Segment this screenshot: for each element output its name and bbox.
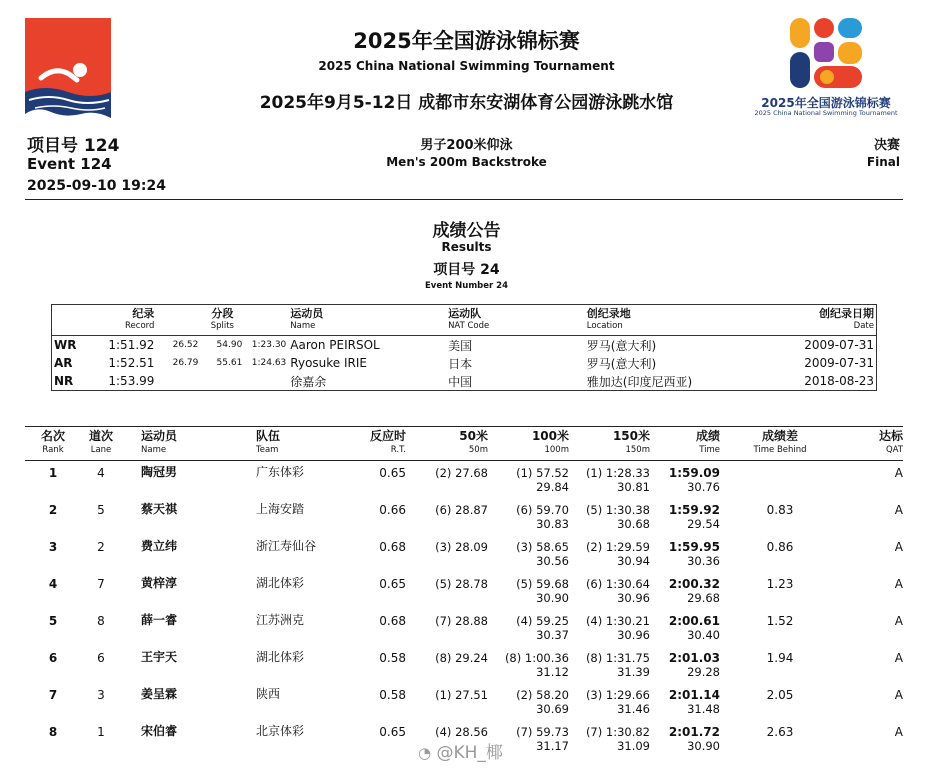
empty-cell (25, 554, 81, 572)
header-team: 队伍 Team (241, 427, 346, 461)
result-lap-row (25, 591, 903, 609)
lap-split: 31.17 (536, 739, 569, 753)
venue-line: 2025年9月5-12日 成都市东安湖体育公园游泳跳水馆 (259, 93, 674, 113)
empty-cell (121, 628, 241, 646)
record-team: 中国 (448, 374, 473, 389)
header-behind: 成绩差 Time Behind (720, 427, 840, 461)
qat-cell: A (894, 577, 903, 591)
empty-cell (406, 517, 488, 535)
event-number-en: Event 124 (27, 155, 112, 173)
event-name-en: Men's 200m Backstroke (386, 155, 547, 169)
empty-cell (241, 739, 346, 757)
team-name: 上海安踏 (256, 502, 305, 516)
records-header-splits: 分段 Splits (200, 305, 244, 336)
records-header-team: 运动队 NAT Code (446, 305, 585, 336)
lap-split: 29.84 (536, 480, 569, 494)
empty-cell (720, 628, 840, 646)
empty-cell (241, 665, 346, 683)
watermark (418, 738, 503, 763)
team-name: 北京体彩 (256, 724, 305, 738)
record-row (52, 354, 877, 372)
final-time: 1:59.95 (668, 540, 720, 554)
qat-cell: A (894, 688, 903, 702)
time-behind: 1.94 (766, 651, 794, 665)
results-header-row (25, 427, 903, 461)
athlete-name: 陶冠男 (141, 465, 178, 479)
lap-split: 29.28 (687, 665, 720, 679)
lane-cell: 8 (97, 614, 105, 628)
split-150m: (2) 1:29.59 (585, 540, 650, 554)
result-row (25, 720, 903, 739)
records-header-row (52, 305, 877, 336)
split-50m: (6) 28.87 (435, 503, 488, 517)
result-row (25, 609, 903, 628)
record-row (52, 336, 877, 355)
empty-cell (720, 739, 840, 757)
final-time: 1:59.09 (668, 466, 720, 480)
empty-cell (121, 665, 241, 683)
split-150m: (7) 1:30.82 (585, 725, 650, 739)
event-datetime: 2025-09-10 19:24 (27, 178, 166, 194)
results-table (25, 426, 903, 757)
record-code: WR (54, 338, 77, 352)
empty-cell (25, 628, 81, 646)
empty-cell (840, 591, 903, 609)
lane-cell: 1 (97, 725, 105, 739)
record-location: 罗马(意大利) (586, 338, 657, 353)
lap-split: 30.81 (617, 480, 650, 494)
time-behind: 1.52 (766, 614, 794, 628)
qat-cell: A (894, 725, 903, 739)
record-split (156, 372, 200, 391)
empty-cell (241, 702, 346, 720)
empty-cell (81, 591, 121, 609)
lap-split: 30.96 (617, 591, 650, 605)
record-date: 2018-08-23 (804, 374, 874, 388)
split-150m: (6) 1:30.64 (585, 577, 650, 591)
empty-cell (406, 554, 488, 572)
page-title: 2025年全国游泳锦标赛 (353, 29, 580, 53)
result-row (25, 572, 903, 591)
final-time: 2:00.32 (668, 577, 720, 591)
swimming-logo-icon (25, 18, 111, 118)
split-50m: (2) 27.68 (435, 466, 488, 480)
record-time: 1:52.51 (108, 356, 155, 370)
final-time: 2:01.03 (668, 651, 720, 665)
lap-split: 30.90 (536, 591, 569, 605)
lap-split: 30.94 (617, 554, 650, 568)
empty-cell (25, 739, 81, 757)
split-100m: (1) 57.52 (516, 466, 569, 480)
result-row (25, 498, 903, 517)
empty-cell (121, 480, 241, 498)
final-time: 2:01.72 (668, 725, 720, 739)
empty-cell (81, 517, 121, 535)
records-header-record: 纪录 Record (101, 305, 156, 336)
reaction-time: 0.66 (379, 503, 406, 517)
result-lap-row (25, 517, 903, 535)
final-time: 2:00.61 (668, 614, 720, 628)
time-behind: 2.05 (766, 688, 794, 702)
qat-cell: A (894, 503, 903, 517)
lap-split: 30.36 (687, 554, 720, 568)
header-lane: 道次 Lane (81, 427, 121, 461)
empty-cell (81, 665, 121, 683)
empty-cell (406, 665, 488, 683)
lane-cell: 5 (97, 503, 105, 517)
results-body (25, 461, 903, 758)
lap-split: 30.83 (536, 517, 569, 531)
records-header-date: 创纪录日期 Date (745, 305, 877, 336)
empty-cell (241, 480, 346, 498)
record-date: 2009-07-31 (804, 338, 874, 352)
split-150m: (3) 1:29.66 (585, 688, 650, 702)
empty-cell (25, 517, 81, 535)
empty-cell (121, 591, 241, 609)
empty-cell (81, 702, 121, 720)
time-behind (720, 461, 840, 481)
empty-cell (121, 517, 241, 535)
lane-cell: 2 (97, 540, 105, 554)
lane-cell: 7 (97, 577, 105, 591)
record-holder: 徐嘉余 (290, 374, 327, 389)
split-150m: (4) 1:30.21 (585, 614, 650, 628)
split-100m: (5) 59.68 (516, 577, 569, 591)
lap-split: 30.69 (536, 702, 569, 716)
empty-cell (121, 554, 241, 572)
reaction-time: 0.65 (379, 725, 406, 739)
empty-cell (25, 665, 81, 683)
result-row (25, 646, 903, 665)
result-row (25, 535, 903, 554)
time-behind: 1.23 (766, 577, 794, 591)
split-100m: (4) 59.25 (516, 614, 569, 628)
empty-cell (720, 517, 840, 535)
empty-cell (241, 628, 346, 646)
reaction-time: 0.65 (379, 466, 406, 480)
athlete-name: 王宇天 (141, 650, 178, 664)
empty-cell (241, 591, 346, 609)
record-split: 1:24.63 (251, 358, 287, 368)
record-date: 2009-07-31 (804, 356, 874, 370)
empty-cell (406, 591, 488, 609)
rank-cell: 6 (48, 651, 58, 665)
reaction-time: 0.58 (379, 688, 406, 702)
empty-cell (25, 702, 81, 720)
empty-cell (81, 628, 121, 646)
reaction-time: 0.68 (379, 614, 406, 628)
event-phase-en: Final (866, 155, 900, 169)
lap-split: 31.48 (687, 702, 720, 716)
header-qat: 达标 QAT (840, 427, 903, 461)
rank-cell: 1 (48, 466, 58, 480)
record-time: 1:51.92 (108, 338, 155, 352)
athlete-name: 姜呈霖 (141, 687, 178, 701)
team-name: 广东体彩 (256, 465, 305, 479)
records-header-location: 创纪录地 Location (585, 305, 745, 336)
lap-split: 30.96 (617, 628, 650, 642)
split-150m: (8) 1:31.75 (585, 651, 650, 665)
final-time: 1:59.92 (668, 503, 720, 517)
lap-split: 30.56 (536, 554, 569, 568)
rank-cell: 5 (48, 614, 58, 628)
empty-cell (406, 702, 488, 720)
qat-cell: A (894, 614, 903, 628)
rank-cell: 8 (48, 725, 58, 739)
lap-split: 30.40 (687, 628, 720, 642)
empty-cell (720, 480, 840, 498)
empty-cell (346, 554, 406, 572)
athlete-name: 费立纬 (141, 539, 178, 553)
result-lap-row (25, 665, 903, 683)
empty-cell (241, 554, 346, 572)
rank-cell: 4 (48, 577, 58, 591)
result-lap-row (25, 554, 903, 572)
weibo-icon: ◔ (418, 744, 432, 762)
record-holder: Ryosuke IRIE (290, 356, 367, 370)
empty-cell (81, 739, 121, 757)
split-50m: (7) 28.88 (435, 614, 488, 628)
empty-cell (346, 702, 406, 720)
reaction-time: 0.68 (379, 540, 406, 554)
divider (25, 199, 903, 200)
event-phase-cn: 决赛 (873, 138, 900, 153)
tournament-logo-icon (786, 14, 866, 92)
lap-split: 31.09 (617, 739, 650, 753)
record-row (52, 372, 877, 391)
qat-cell: A (894, 540, 903, 554)
record-split: 26.52 (172, 340, 199, 350)
rank-cell: 3 (48, 540, 58, 554)
result-row (25, 461, 903, 481)
empty-cell (25, 591, 81, 609)
record-team: 美国 (448, 338, 473, 353)
record-team: 日本 (448, 356, 473, 371)
record-code: NR (54, 374, 74, 388)
empty-cell (81, 554, 121, 572)
athlete-name: 黄梓淳 (141, 576, 178, 590)
empty-cell (121, 702, 241, 720)
rank-cell: 2 (48, 503, 58, 517)
qat-cell: A (894, 651, 903, 665)
results-title: 成绩公告 (432, 221, 501, 241)
results-event-number-en: Event Number 24 (424, 281, 509, 291)
team-name: 湖北体彩 (256, 576, 305, 590)
empty-cell (241, 517, 346, 535)
record-code: AR (54, 356, 73, 370)
empty-cell (25, 480, 81, 498)
split-150m: (1) 1:28.33 (585, 466, 650, 480)
record-holder: Aaron PEIRSOL (290, 338, 380, 352)
split-50m: (3) 28.09 (435, 540, 488, 554)
lap-split: 30.90 (687, 739, 720, 753)
record-split (244, 372, 288, 391)
empty-cell (840, 517, 903, 535)
final-time: 2:01.14 (668, 688, 720, 702)
empty-cell (346, 739, 406, 757)
record-split (200, 372, 244, 391)
team-name: 陕西 (256, 687, 281, 701)
results-subtitle: Results (441, 240, 492, 254)
reaction-time: 0.58 (379, 651, 406, 665)
empty-cell (346, 480, 406, 498)
page-subtitle: 2025 China National Swimming Tournament (318, 59, 615, 73)
empty-cell (840, 739, 903, 757)
reaction-time: 0.65 (379, 577, 406, 591)
empty-cell (840, 480, 903, 498)
header-rank: 名次 Rank (25, 427, 81, 461)
time-behind: 0.83 (766, 503, 794, 517)
record-split: 1:23.30 (251, 340, 287, 350)
header-50m: 50米 50m (406, 427, 488, 461)
header-time: 成绩 Time (650, 427, 720, 461)
split-50m: (5) 28.78 (435, 577, 488, 591)
empty-cell (840, 702, 903, 720)
record-split: 55.61 (216, 358, 243, 368)
event-number-cn: 项目号 124 (27, 136, 120, 156)
split-100m: (6) 59.70 (516, 503, 569, 517)
logo-caption-en: 2025 China National Swimming Tournament (754, 109, 898, 117)
time-behind: 2.63 (766, 725, 794, 739)
lap-split: 30.37 (536, 628, 569, 642)
record-location: 罗马(意大利) (586, 356, 657, 371)
logo-caption: 2025年全国游泳锦标赛 (761, 96, 891, 110)
split-100m: (3) 58.65 (516, 540, 569, 554)
time-behind: 0.86 (766, 540, 794, 554)
empty-cell (840, 628, 903, 646)
split-100m: (2) 58.20 (516, 688, 569, 702)
qat-cell: A (894, 466, 903, 480)
athlete-name: 宋伯睿 (141, 724, 178, 738)
lap-split: 30.68 (617, 517, 650, 531)
lap-split: 30.76 (687, 480, 720, 494)
empty-cell (840, 554, 903, 572)
records-header-name: 运动员 Name (288, 305, 446, 336)
rank-cell: 7 (48, 688, 58, 702)
lap-split: 29.68 (687, 591, 720, 605)
record-split: 54.90 (216, 340, 243, 350)
team-name: 江苏洲克 (256, 613, 305, 627)
team-name: 浙江寿仙谷 (256, 539, 317, 553)
empty-cell (720, 554, 840, 572)
lane-cell: 3 (97, 688, 105, 702)
empty-cell (346, 517, 406, 535)
empty-cell (406, 480, 488, 498)
empty-cell (840, 665, 903, 683)
result-lap-row (25, 480, 903, 498)
header-150m: 150米 150m (569, 427, 650, 461)
watermark-text: @KH_椰 (436, 743, 503, 763)
result-lap-row (25, 628, 903, 646)
empty-cell (346, 665, 406, 683)
record-split: 26.79 (172, 358, 199, 368)
record-location: 雅加达(印度尼西亚) (586, 374, 693, 389)
record-time: 1:53.99 (108, 374, 155, 388)
team-name: 湖北体彩 (256, 650, 305, 664)
split-100m: (7) 59.73 (516, 725, 569, 739)
split-150m: (5) 1:30.38 (585, 503, 650, 517)
event-name-cn: 男子200米仰泳 (420, 138, 513, 153)
lap-split: 31.12 (536, 665, 569, 679)
results-event-number: 项目号 24 (433, 262, 500, 278)
result-lap-row (25, 702, 903, 720)
result-row (25, 683, 903, 702)
athlete-name: 蔡天祺 (141, 502, 178, 516)
records-table (51, 304, 877, 391)
lap-split: 29.54 (687, 517, 720, 531)
lap-split: 31.39 (617, 665, 650, 679)
header-name: 运动员 Name (121, 427, 241, 461)
empty-cell (81, 480, 121, 498)
empty-cell (121, 739, 241, 757)
athlete-name: 薛一睿 (141, 613, 178, 627)
lap-split: 31.46 (617, 702, 650, 716)
empty-cell (720, 665, 840, 683)
lane-cell: 4 (97, 466, 105, 480)
header-100m: 100米 100m (488, 427, 569, 461)
split-50m: (4) 28.56 (435, 725, 488, 739)
empty-cell (346, 591, 406, 609)
empty-cell (346, 628, 406, 646)
split-50m: (1) 27.51 (435, 688, 488, 702)
lane-cell: 6 (97, 651, 105, 665)
split-50m: (8) 29.24 (435, 651, 488, 665)
empty-cell (720, 702, 840, 720)
empty-cell (720, 591, 840, 609)
empty-cell (406, 628, 488, 646)
split-100m: (8) 1:00.36 (504, 651, 569, 665)
header-rt: 反应时 R.T. (346, 427, 406, 461)
